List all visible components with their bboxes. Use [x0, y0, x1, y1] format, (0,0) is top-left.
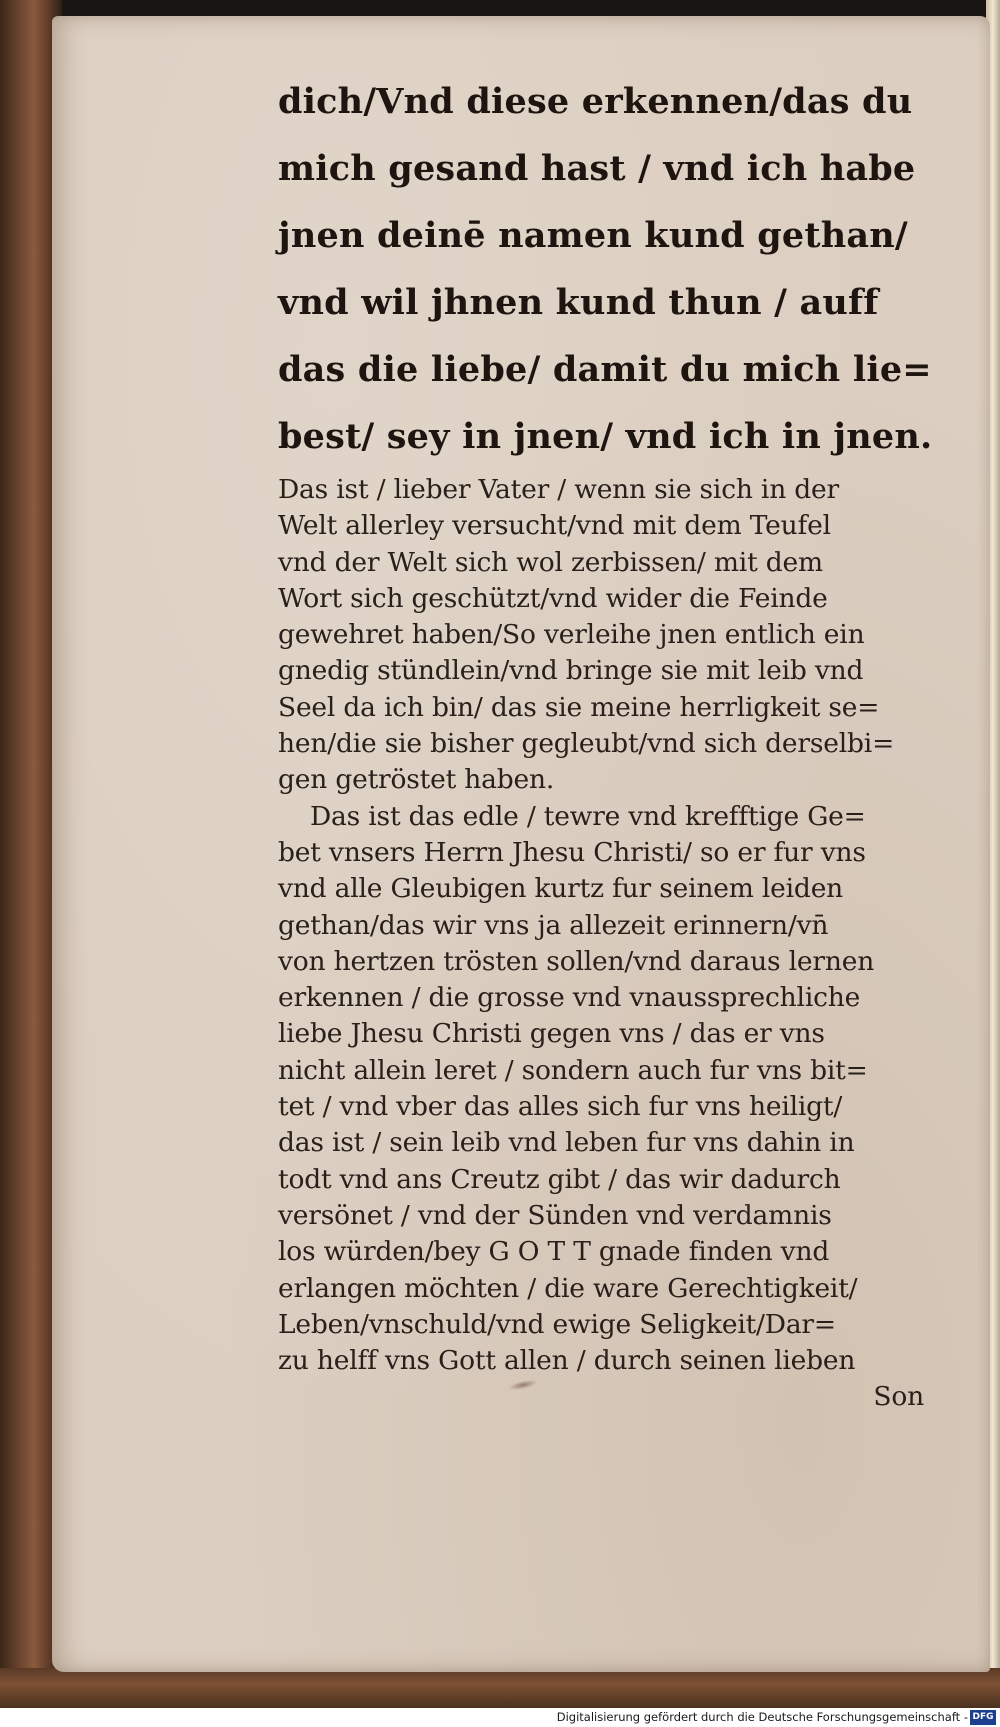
text-line: gewehret haben/So verleihe jnen entlich ein: [278, 619, 865, 651]
text-line: Das ist das edle / tewre vnd krefftige Ge=: [310, 800, 866, 832]
text-line: los würden/bey G O T T gnade finden vnd: [278, 1236, 830, 1268]
text-line: nicht allein leret / sondern auch fur vns bit=: [278, 1054, 868, 1086]
text-line: gen getröstet haben.: [278, 764, 555, 796]
book-bottom-edge: [0, 1668, 1000, 1708]
text-line: todt vnd ans Creutz gibt / das wir dadurch: [278, 1163, 841, 1195]
text-line: Leben/vnschuld/vnd ewige Seligkeit/Dar=: [278, 1308, 836, 1340]
text-line: jnen deinē namen kund gethan/: [278, 215, 908, 256]
text-line: hen/die sie bisher gegleubt/vnd sich derselbi=: [278, 728, 895, 760]
text-line: das ist / sein leib vnd leben fur vns dahin in: [278, 1127, 855, 1159]
catchword: Son: [873, 1381, 924, 1413]
text-line: Seel da ich bin/ das sie meine herrligkeit se=: [278, 691, 880, 723]
text-line: vnd der Welt sich wol zerbissen/ mit dem: [278, 546, 823, 578]
text-line: tet / vnd vber das alles sich fur vns heiligt/: [278, 1091, 843, 1123]
text-line: erlangen möchten / die ware Gerechtigkeit/: [278, 1272, 858, 1304]
text-line: bet vnsers Herrn Jhesu Christi/ so er fur vns: [278, 836, 866, 868]
large-type-passage: [278, 68, 948, 470]
text-line: liebe Jhesu Christi gegen vns / das er vns: [278, 1018, 825, 1050]
dfg-logo: DFG: [970, 1710, 996, 1725]
text-line: vnd alle Gleubigen kurtz fur seinem leiden: [278, 873, 844, 905]
text-line: vnd wil jhnen kund thun / auff: [278, 282, 879, 323]
commentary-passage: [278, 472, 948, 1416]
text-line: von hertzen trösten sollen/vnd daraus lernen: [278, 945, 875, 977]
page-text: [278, 68, 948, 1416]
text-line: versönet / vnd der Sünden vnd verdamnis: [278, 1199, 832, 1231]
text-line: dich/Vnd diese erkennen/das du: [278, 81, 913, 122]
text-line: Das ist / lieber Vater / wenn sie sich in der: [278, 474, 840, 505]
text-line: Welt allerley versucht/vnd mit dem Teufel: [278, 510, 831, 542]
text-line: best/ sey in jnen/ vnd ich in jnen.: [278, 416, 933, 457]
text-line: zu helff vns Gott allen / durch seinen lieben: [278, 1345, 856, 1377]
text-line: mich gesand hast / vnd ich habe: [278, 148, 916, 189]
text-line: gethan/das wir vns ja allezeit erinnern/vn̄: [278, 909, 829, 941]
text-line: erkennen / die grosse vnd vnaussprechliche: [278, 982, 861, 1014]
funding-credit: Digitalisierung gefördert durch die Deutsche Forschungsgemeinschaft -: [556, 1710, 968, 1724]
text-line: Wort sich geschützt/vnd wider die Feinde: [278, 582, 828, 614]
text-line: das die liebe/ damit du mich lie=: [278, 349, 932, 390]
text-line: gnedig stündlein/vnd bringe sie mit leib vnd: [278, 655, 864, 687]
